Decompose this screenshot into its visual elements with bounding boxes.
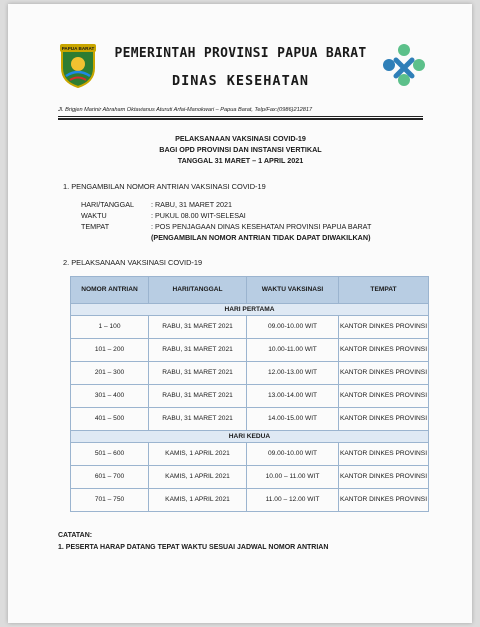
cell-queue: 201 – 300 bbox=[71, 362, 149, 385]
cell-date: RABU, 31 MARET 2021 bbox=[149, 408, 247, 431]
kemenkes-health-icon bbox=[381, 42, 427, 88]
cell-time: 09.00-10.00 WIT bbox=[247, 316, 339, 339]
cell-queue: 701 – 750 bbox=[71, 489, 149, 512]
table-header-row bbox=[71, 277, 429, 304]
info-time-label: WAKTU bbox=[81, 211, 107, 220]
table-row bbox=[71, 362, 429, 385]
column-header: NOMOR ANTRIAN bbox=[71, 277, 149, 304]
letterhead-divider-thick bbox=[58, 118, 423, 120]
notes-item: 1. PESERTA HARAP DATANG TEPAT WAKTU SESUAI JADWAL NOMOR ANTRIAN bbox=[58, 544, 329, 551]
cell-date: RABU, 31 MARET 2021 bbox=[149, 385, 247, 408]
info-place-row bbox=[81, 222, 371, 231]
cell-queue: 1 – 100 bbox=[71, 316, 149, 339]
info-day-row bbox=[81, 200, 232, 209]
vaccination-schedule-table bbox=[70, 276, 429, 512]
column-header: HARI/TANGGAL bbox=[149, 277, 247, 304]
doc-title-line1: PELAKSANAAN VAKSINASI COVID-19 bbox=[175, 134, 306, 143]
cell-time: 10.00-11.00 WIT bbox=[247, 339, 339, 362]
group-label: HARI PERTAMA bbox=[71, 304, 429, 316]
doc-title-line2: BAGI OPD PROVINSI DAN INSTANSI VERTIKAL bbox=[159, 145, 322, 154]
cell-queue: 401 – 500 bbox=[71, 408, 149, 431]
notes-heading: CATATAN: bbox=[58, 532, 93, 539]
letterhead-title: PEMERINTAH PROVINSI PAPUA BARAT bbox=[114, 46, 367, 61]
cell-place: KANTOR DINKES PROVINSI bbox=[339, 362, 429, 385]
doc-title-line3: TANGGAL 31 MARET – 1 APRIL 2021 bbox=[177, 156, 304, 165]
logo-text: PAPUA BARAT bbox=[61, 46, 95, 51]
cell-queue: 601 – 700 bbox=[71, 466, 149, 489]
papua-barat-emblem-icon bbox=[58, 42, 98, 88]
info-place-label: TEMPAT bbox=[81, 222, 110, 231]
section1-heading: 1. PENGAMBILAN NOMOR ANTRIAN VAKSINASI COVID-19 bbox=[63, 182, 266, 191]
cell-time: 12.00-13.00 WIT bbox=[247, 362, 339, 385]
table-row bbox=[71, 316, 429, 339]
cell-date: KAMIS, 1 APRIL 2021 bbox=[149, 443, 247, 466]
cell-date: KAMIS, 1 APRIL 2021 bbox=[149, 489, 247, 512]
table-row bbox=[71, 408, 429, 431]
group-label: HARI KEDUA bbox=[71, 431, 429, 443]
cell-place: KANTOR DINKES PROVINSI bbox=[339, 466, 429, 489]
table-row bbox=[71, 466, 429, 489]
info-place-value: : POS PENJAGAAN DINAS KESEHATAN PROVINSI PAPUA BARAT bbox=[151, 222, 372, 231]
cell-place: KANTOR DINKES PROVINSI bbox=[339, 408, 429, 431]
cell-date: RABU, 31 MARET 2021 bbox=[149, 316, 247, 339]
info-day-value: : RABU, 31 MARET 2021 bbox=[151, 200, 232, 209]
letterhead-subtitle: DINAS KESEHATAN bbox=[172, 73, 309, 89]
table-row bbox=[71, 489, 429, 512]
cell-place: KANTOR DINKES PROVINSI bbox=[339, 339, 429, 362]
info-time-value: : PUKUL 08.00 WIT-SELESAI bbox=[151, 211, 246, 220]
cell-queue: 501 – 600 bbox=[71, 443, 149, 466]
cell-time: 14.00-15.00 WIT bbox=[247, 408, 339, 431]
cell-date: RABU, 31 MARET 2021 bbox=[149, 339, 247, 362]
cell-place: KANTOR DINKES PROVINSI bbox=[339, 316, 429, 339]
document-page bbox=[8, 4, 472, 623]
cell-time: 11.00 – 12.00 WIT bbox=[247, 489, 339, 512]
info-day-label: HARI/TANGGAL bbox=[81, 200, 134, 209]
group-row-day1 bbox=[71, 304, 429, 316]
column-header: WAKTU VAKSINASI bbox=[247, 277, 339, 304]
cell-place: KANTOR DINKES PROVINSI bbox=[339, 443, 429, 466]
cell-place: KANTOR DINKES PROVINSI bbox=[339, 385, 429, 408]
table-row bbox=[71, 443, 429, 466]
cell-date: RABU, 31 MARET 2021 bbox=[149, 362, 247, 385]
table-row bbox=[71, 385, 429, 408]
cell-time: 13.00-14.00 WIT bbox=[247, 385, 339, 408]
column-header: TEMPAT bbox=[339, 277, 429, 304]
info-time-row bbox=[81, 211, 246, 220]
cell-queue: 301 – 400 bbox=[71, 385, 149, 408]
group-row-day2 bbox=[71, 431, 429, 443]
letterhead-divider bbox=[58, 116, 423, 117]
cell-time: 09.00-10.00 WIT bbox=[247, 443, 339, 466]
letterhead-address: Jl. Brigjen Marinir Abraham Oktavianus Aturuti Arfai-Manokwari – Papua Barat, Telp/Fax:(0986)212817 bbox=[58, 107, 313, 113]
cell-place: KANTOR DINKES PROVINSI bbox=[339, 489, 429, 512]
cell-queue: 101 – 200 bbox=[71, 339, 149, 362]
section2-heading: 2. PELAKSANAAN VAKSINASI COVID-19 bbox=[63, 258, 203, 267]
cell-date: KAMIS, 1 APRIL 2021 bbox=[149, 466, 247, 489]
table-row bbox=[71, 339, 429, 362]
info-place-note: (PENGAMBILAN NOMOR ANTRIAN TIDAK DAPAT DIWAKILKAN) bbox=[151, 233, 371, 242]
cell-time: 10.00 – 11.00 WIT bbox=[247, 466, 339, 489]
